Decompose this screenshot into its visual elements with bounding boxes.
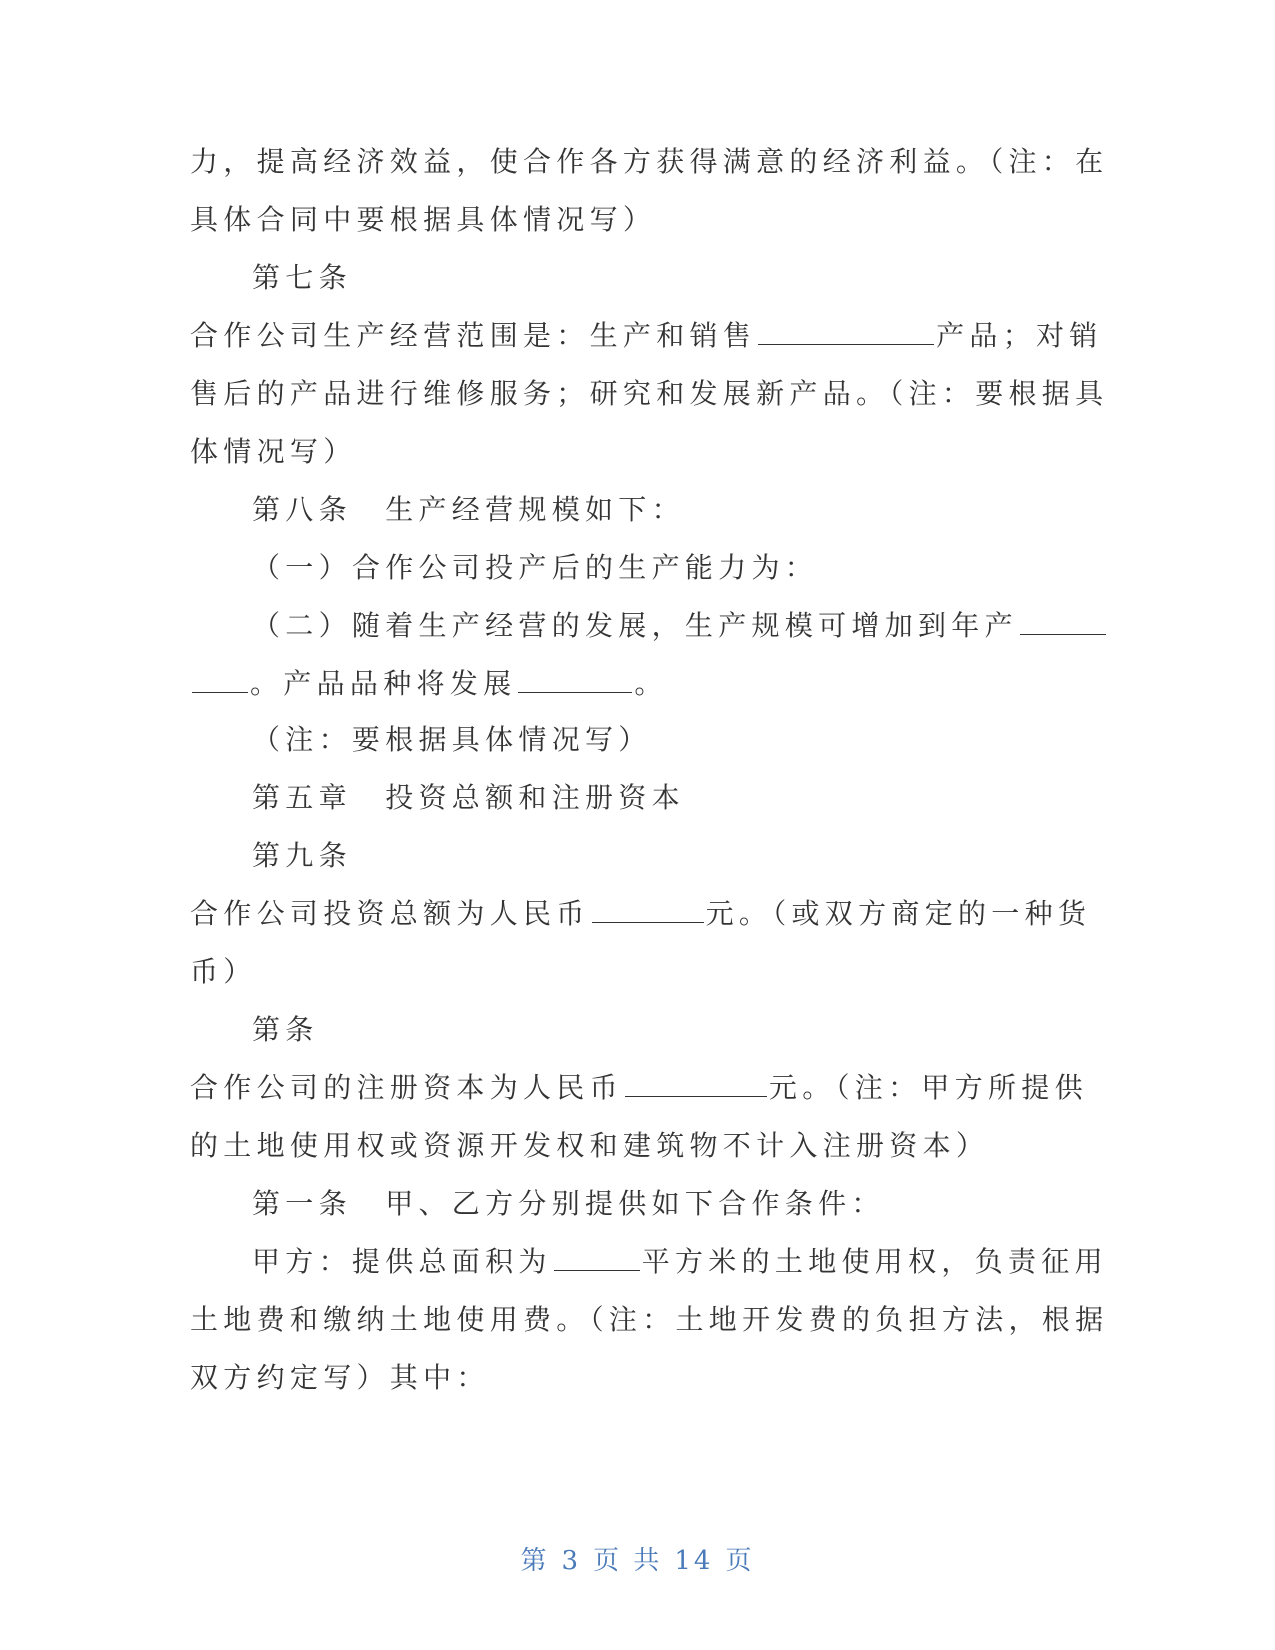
chapter-heading: 第五章 投资总额和注册资本 [252, 781, 685, 814]
text-segment: 元。（注：甲方所提供 [768, 1071, 1088, 1104]
fill-blank [192, 664, 248, 693]
text-line: 具体合同中要根据具体情况写） [190, 203, 657, 236]
text-line [252, 606, 1112, 646]
article-heading: 第九条 [252, 839, 352, 872]
text-line: 土地费和缴纳土地使用费。（注：土地开发费的负担方法，根据 [190, 1303, 1109, 1336]
footer-total-pages: 14 [674, 1546, 714, 1576]
fill-blank [625, 1068, 767, 1097]
text-segment: （二）随着生产经营的发展，生产规模可增加到年产 [252, 609, 1018, 642]
text-segment: 合作公司投资总额为人民币 [190, 897, 590, 930]
page-footer [0, 1540, 1275, 1577]
text-line: 双方约定写）其中： [190, 1361, 490, 1394]
text-segment: 合作公司生产经营范围是：生产和销售 [190, 319, 757, 352]
fill-blank [758, 316, 934, 345]
text-line [190, 664, 1050, 704]
footer-suffix: 页 [725, 1546, 755, 1576]
footer-prefix: 第 [520, 1546, 550, 1576]
fill-blank [554, 1242, 640, 1271]
article-heading: 第一条 甲、乙方分别提供如下合作条件： [252, 1187, 885, 1220]
text-segment: 平方米的土地使用权，负责征用 [641, 1245, 1108, 1278]
footer-current-page: 3 [561, 1546, 582, 1576]
article-heading: 第七条 [252, 261, 352, 294]
text-segment: 甲方：提供总面积为 [252, 1245, 552, 1278]
article-heading: 第条 [252, 1013, 319, 1046]
text-line: 体情况写） [190, 435, 357, 468]
footer-middle: 页 共 [593, 1546, 663, 1576]
text-line [190, 894, 1092, 934]
text-line [190, 1068, 1088, 1108]
fill-blank [1020, 606, 1106, 635]
text-segment: 合作公司的注册资本为人民币 [190, 1071, 623, 1104]
text-line: （一）合作公司投产后的生产能力为： [252, 551, 819, 584]
text-line: 售后的产品进行维修服务；研究和发展新产品。（注：要根据具 [190, 377, 1109, 410]
text-line: （注：要根据具体情况写） [252, 723, 652, 756]
text-line: 币） [190, 955, 257, 988]
fill-blank [592, 894, 704, 923]
text-segment: 。产品品种将发展 [250, 667, 517, 700]
text-line [252, 1242, 1112, 1282]
text-segment: 元。（或双方商定的一种货 [705, 897, 1092, 930]
text-line: 的土地使用权或资源开发权和建筑物不计入注册资本） [190, 1129, 990, 1162]
fill-blank [518, 664, 632, 693]
text-line: 力，提高经济效益，使合作各方获得满意的经济利益。（注：在 [190, 145, 1109, 178]
text-line [190, 316, 1103, 356]
text-segment: 产品；对销 [936, 319, 1103, 352]
text-segment: 。 [634, 667, 668, 700]
article-heading: 第八条 生产经营规模如下： [252, 493, 685, 526]
